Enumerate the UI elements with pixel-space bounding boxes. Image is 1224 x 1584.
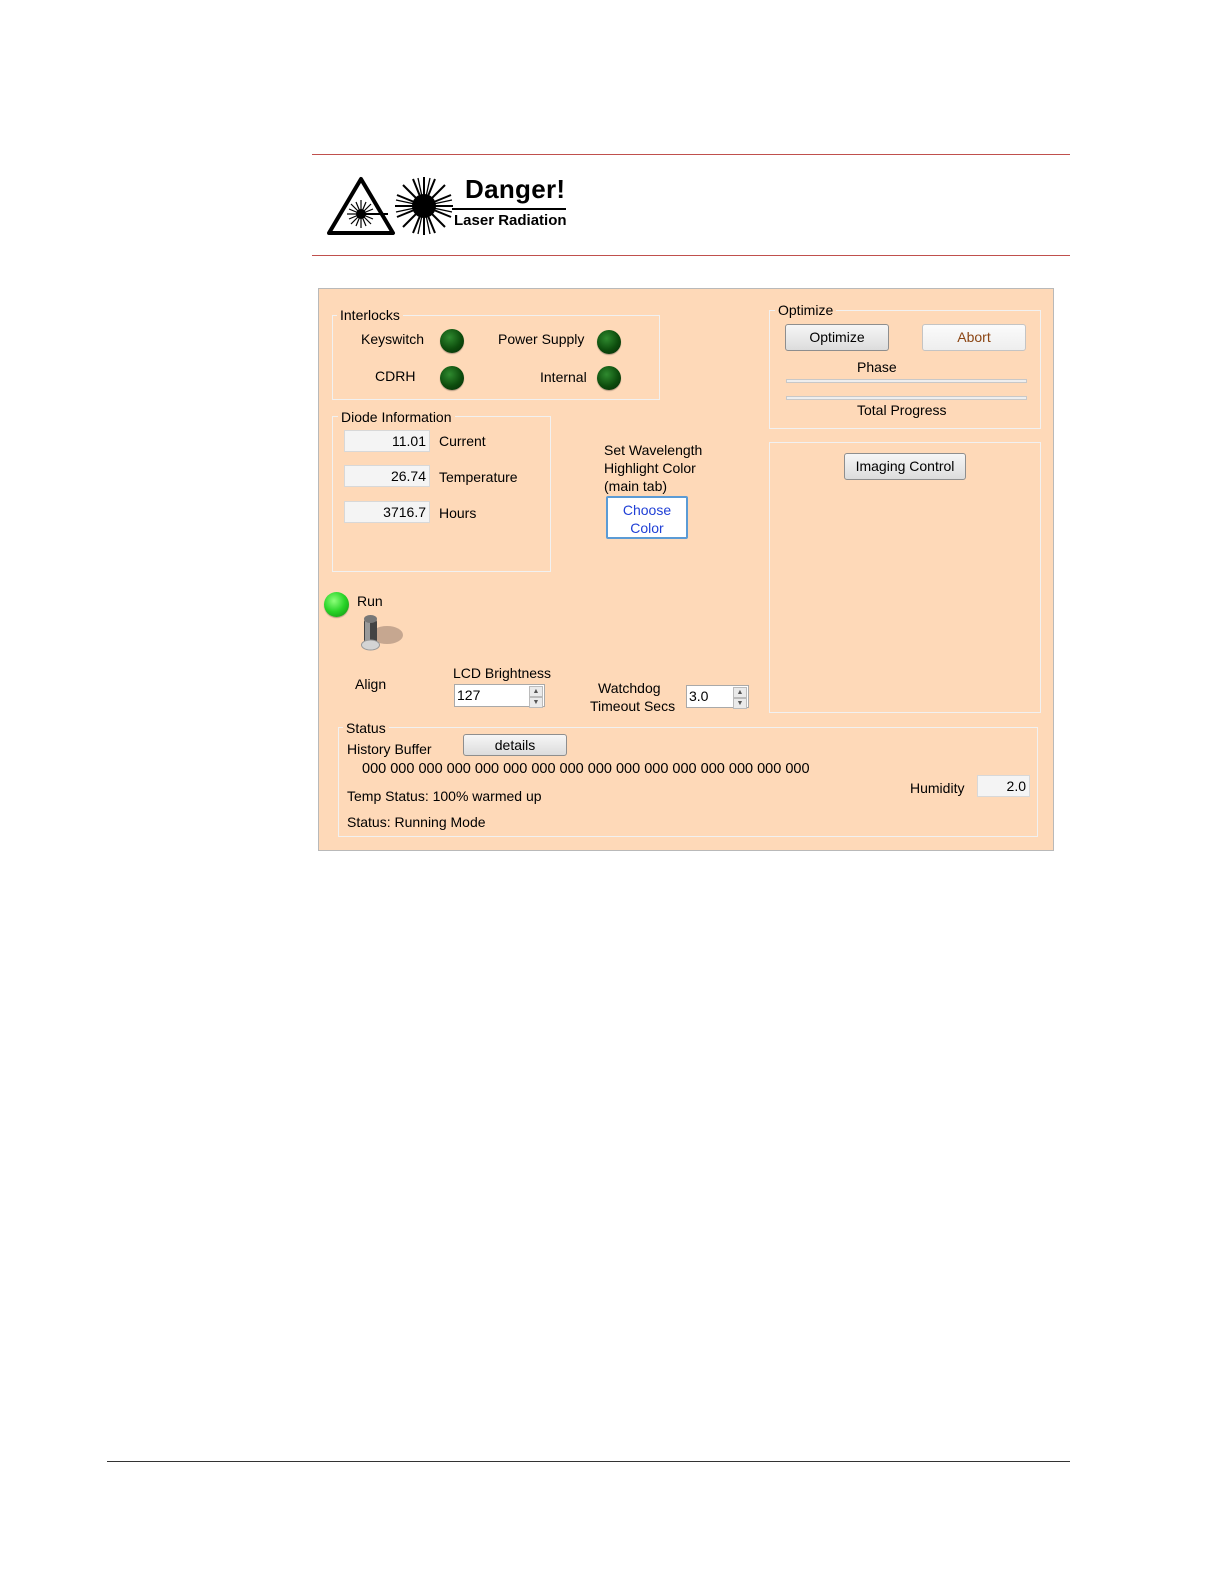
optimize-button[interactable]: Optimize bbox=[785, 324, 889, 351]
hours-value: 3716.7 bbox=[344, 501, 430, 523]
bottom-red-rule bbox=[312, 255, 1070, 256]
wavelength-line-2: Highlight Color bbox=[604, 460, 696, 476]
interlocks-title: Interlocks bbox=[337, 307, 403, 323]
keyswitch-label: Keyswitch bbox=[361, 331, 425, 347]
imaging-control-group bbox=[769, 442, 1041, 713]
laser-starburst-icon bbox=[394, 176, 454, 236]
internal-indicator bbox=[597, 366, 621, 390]
choose-color-line-2: Color bbox=[630, 520, 664, 536]
diode-information-title: Diode Information bbox=[338, 409, 455, 425]
run-label: Run bbox=[357, 593, 383, 609]
lcd-brightness-input[interactable] bbox=[454, 684, 545, 707]
internal-label: Internal bbox=[540, 369, 587, 385]
status-line: Status: Running Mode bbox=[347, 814, 486, 830]
details-button[interactable]: details bbox=[463, 734, 567, 756]
current-label: Current bbox=[439, 433, 486, 449]
danger-title: Danger! bbox=[465, 174, 566, 204]
lcd-brightness-spinner[interactable] bbox=[529, 686, 543, 705]
cdrh-label: CDRH bbox=[375, 368, 416, 384]
lcd-brightness-down-icon[interactable]: ▼ bbox=[529, 697, 543, 708]
wavelength-line-3: (main tab) bbox=[604, 478, 668, 494]
align-label: Align bbox=[355, 676, 387, 692]
status-title: Status bbox=[343, 720, 389, 736]
hours-label: Hours bbox=[439, 505, 477, 521]
laser-warning-triangle-icon bbox=[326, 176, 396, 236]
watchdog-up-icon[interactable]: ▲ bbox=[733, 687, 747, 698]
cdrh-indicator bbox=[440, 366, 464, 390]
keyswitch-indicator bbox=[440, 329, 464, 353]
imaging-control-button[interactable]: Imaging Control bbox=[844, 453, 966, 480]
footer-rule bbox=[107, 1461, 1070, 1462]
history-buffer-label: History Buffer bbox=[347, 741, 432, 757]
total-progress-bar bbox=[786, 396, 1027, 400]
history-buffer-values: 000 000 000 000 000 000 000 000 000 000 000 000 000 000 000 000 bbox=[362, 761, 810, 777]
humidity-label: Humidity bbox=[910, 780, 965, 796]
laser-control-panel bbox=[318, 288, 1054, 851]
phase-progress-bar bbox=[786, 379, 1027, 383]
wavelength-line-1: Set Wavelength bbox=[604, 442, 703, 458]
danger-underline bbox=[452, 208, 566, 210]
power-supply-indicator bbox=[597, 330, 621, 354]
watchdog-line-1: Watchdog bbox=[598, 680, 661, 696]
watchdog-timeout-spinner[interactable] bbox=[733, 687, 747, 706]
abort-button[interactable]: Abort bbox=[922, 324, 1026, 351]
power-supply-label: Power Supply bbox=[498, 331, 585, 347]
optimize-title: Optimize bbox=[775, 302, 836, 318]
humidity-value: 2.0 bbox=[977, 775, 1030, 797]
danger-subtitle: Laser Radiation bbox=[454, 212, 567, 229]
run-indicator bbox=[324, 592, 349, 617]
total-progress-label: Total Progress bbox=[857, 402, 947, 418]
current-value: 11.01 bbox=[344, 430, 430, 452]
phase-label: Phase bbox=[857, 359, 897, 375]
temperature-value: 26.74 bbox=[344, 465, 430, 487]
run-align-toggle-switch-icon[interactable] bbox=[357, 611, 407, 653]
watchdog-timeout-input[interactable] bbox=[686, 685, 749, 708]
watchdog-down-icon[interactable]: ▼ bbox=[733, 698, 747, 709]
lcd-brightness-label: LCD Brightness bbox=[453, 665, 552, 681]
top-red-rule bbox=[312, 154, 1070, 155]
watchdog-timeout-value: 3.0 bbox=[689, 688, 709, 704]
lcd-brightness-up-icon[interactable]: ▲ bbox=[529, 686, 543, 697]
watchdog-line-2: Timeout Secs bbox=[590, 698, 676, 714]
temperature-label: Temperature bbox=[439, 469, 518, 485]
temp-status: Temp Status: 100% warmed up bbox=[347, 788, 542, 804]
lcd-brightness-value: 127 bbox=[457, 687, 481, 703]
choose-color-line-1: Choose bbox=[622, 502, 672, 518]
choose-color-button[interactable] bbox=[606, 496, 688, 539]
